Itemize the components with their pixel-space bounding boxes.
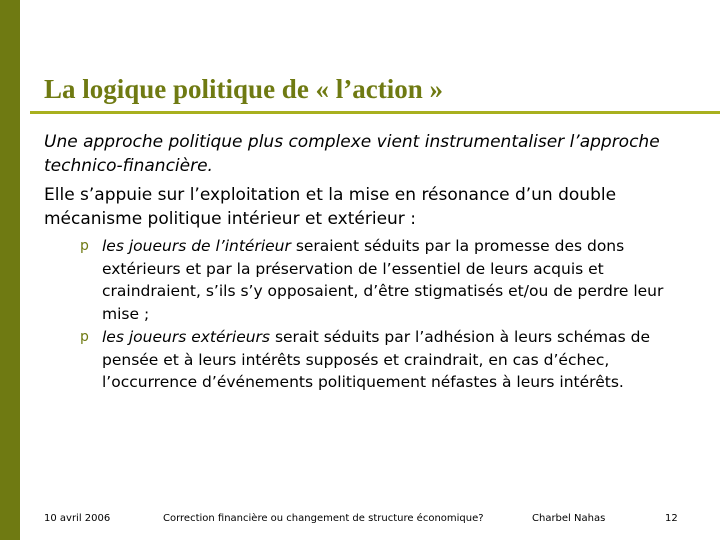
bullet-text: serait séduits par l’adhésion à leurs schémas de pensée et à leurs intérêts supposés et craindrait, en cas d’échec, l’occurrence d’événements politiquement néfastes à leurs intérêts. [102,328,650,391]
footer-author: Charbel Nahas [532,513,606,524]
title-underline [30,111,720,114]
footer-date: 10 avril 2006 [44,513,111,524]
side-accent-bar [0,0,20,540]
square-bullet-icon: p [80,238,89,254]
paragraph-intro: Une approche politique plus complexe vient instrumentaliser l’approche technico-financière. [44,132,660,176]
footer-page-number: 12 [665,513,678,524]
bullet-item-interior [102,235,672,325]
slide-title: La logique politique de « l’action » [44,74,444,104]
square-bullet-icon: p [80,329,89,345]
bullet-text: seraient séduits par la promesse des dons extérieurs et par la préservation de l’essentiel de leurs acquis et craindraient, s’ils s’y opposaient, d’être stigmatisés et/ou de perdre leur mise ; [102,237,664,323]
bullet-emphasis: les joueurs extérieurs [102,328,271,346]
footer-presentation-title: Correction financière ou changement de structure économique? [163,513,484,524]
bullet-item-exterior [102,326,672,394]
paragraph-mechanism: Elle s’appuie sur l’exploitation et la mise en résonance d’un double mécanisme politique intérieur et extérieur : [44,185,617,229]
bullet-emphasis: les joueurs de l’intérieur [102,237,291,255]
